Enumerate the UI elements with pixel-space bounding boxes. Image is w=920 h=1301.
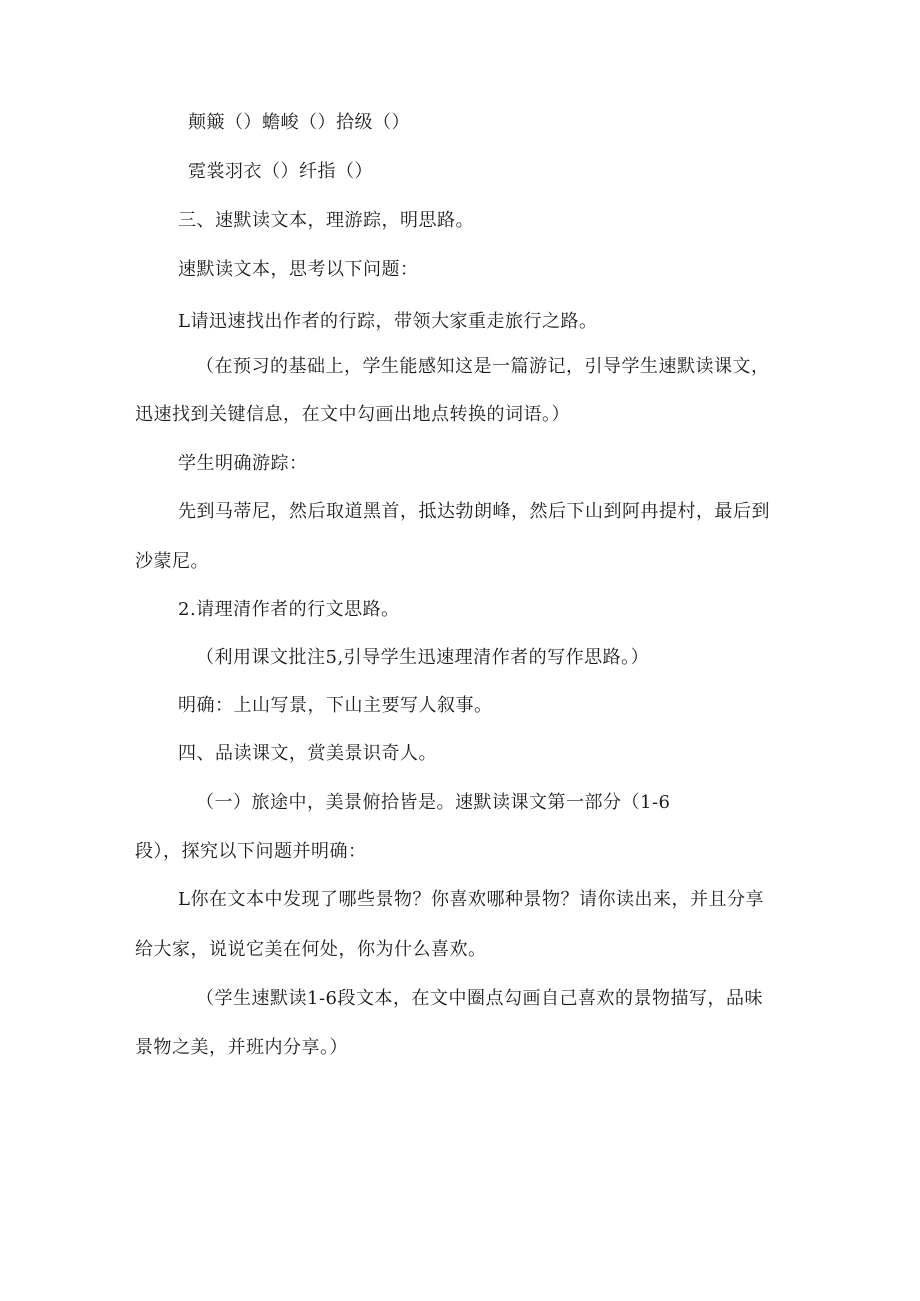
question-2: 2.请理清作者的行文思路。 (178, 599, 400, 620)
subsection-heading: （一）旅途中，美景俯拾皆是。速默读课文第一部分（1-6 (196, 792, 671, 813)
note-paragraph: （学生速默读1-6段文本，在文中圈点勾画自己喜欢的景物描写，品味 (196, 988, 763, 1009)
note-paragraph-cont: 迅速找到关键信息，在文中勾画出地点转换的词语。） (135, 404, 570, 425)
note-paragraph-cont: 景物之美，并班内分享。） (135, 1037, 348, 1058)
note-paragraph: （在预习的基础上，学生能感知这是一篇游记，引导学生速默读课文， (196, 356, 770, 377)
section-heading-4: 四、品读课文，赏美景识奇人。 (178, 743, 437, 764)
subsection-heading-cont: 段），探究以下问题并明确： (135, 841, 367, 862)
paragraph-cont: 沙蒙尼。 (135, 551, 209, 572)
vocab-line-2: 霓裳羽衣（）纤指（） (188, 161, 373, 182)
paragraph: 速默读文本，思考以下问题： (178, 259, 419, 280)
vocab-line-1: 颠簸（）蟾峻（）拾级（） (188, 112, 410, 133)
question-1-cont: 给大家，说说它美在何处，你为什么喜欢。 (135, 939, 487, 960)
section-heading-3: 三、速默读文本，理游踪，明思路。 (178, 210, 474, 231)
paragraph: 学生明确游踪： (178, 453, 308, 474)
paragraph: 明确：上山写景，下山主要写人叙事。 (178, 695, 493, 716)
note-paragraph: （利用课文批注5,引导学生迅速理清作者的写作思路。） (196, 647, 650, 668)
question-1: L请迅速找出作者的行踪，带领大家重走旅行之路。 (178, 311, 598, 332)
question-1: L你在文本中发现了哪些景物？你喜欢哪种景物？请你读出来，并且分享 (178, 889, 764, 910)
paragraph: 先到马蒂尼，然后取道黑首，抵达勃朗峰，然后下山到阿冉提村，最后到 (178, 501, 770, 522)
